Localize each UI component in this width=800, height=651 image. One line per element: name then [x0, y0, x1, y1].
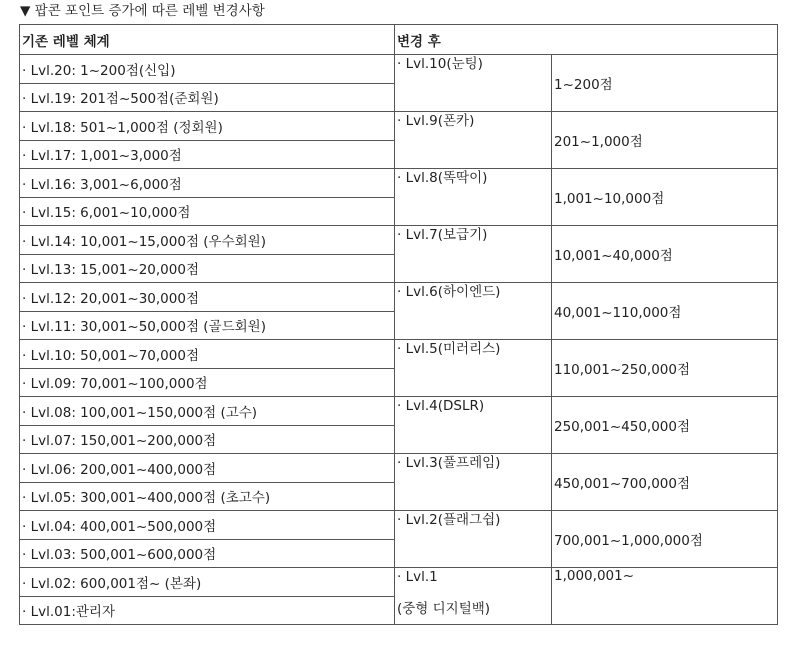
new-level-name: · Lvl.6(하이엔드) [397, 284, 501, 300]
new-level-name-cell [395, 226, 552, 283]
old-level-cell: · Lvl.09: 70,001~100,000점 [20, 368, 395, 397]
table-row [20, 511, 778, 540]
new-level-name-sub: (중형 디지털백) [397, 601, 491, 617]
old-level-cell: · Lvl.16: 3,001~6,000점 [20, 169, 395, 198]
new-level-range-cell: 1~200점 [552, 55, 778, 112]
new-level-name-cell [395, 340, 552, 397]
old-level-cell: · Lvl.01:관리자 [20, 596, 395, 625]
new-level-name: · Lvl.2(플래그쉽) [397, 512, 501, 528]
old-level-cell: · Lvl.03: 500,001~600,000점 [20, 539, 395, 568]
new-level-name: · Lvl.1 [397, 569, 438, 585]
column-header-before: 기존 레벨 체계 [20, 25, 395, 55]
new-level-range-cell: 40,001~110,000점 [552, 283, 778, 340]
new-level-range-cell: 10,001~40,000점 [552, 226, 778, 283]
old-level-cell: · Lvl.06: 200,001~400,000점 [20, 454, 395, 483]
section-heading: ▼ 팝콘 포인트 증가에 따른 레벨 변경사항 [20, 3, 265, 19]
old-level-cell: · Lvl.14: 10,001~15,000점 (우수회원) [20, 226, 395, 255]
column-header-after: 변경 후 [395, 25, 778, 55]
old-level-cell: · Lvl.08: 100,001~150,000점 (고수) [20, 397, 395, 426]
old-level-cell: · Lvl.05: 300,001~400,000점 (초고수) [20, 482, 395, 511]
new-level-name: · Lvl.8(똑딱이) [397, 170, 488, 186]
new-level-range-cell: 1,000,001~ [552, 568, 778, 625]
old-level-cell: · Lvl.11: 30,001~50,000점 (골드회원) [20, 311, 395, 340]
new-level-range-cell: 250,001~450,000점 [552, 397, 778, 454]
table-row [20, 454, 778, 483]
old-level-cell: · Lvl.15: 6,001~10,000점 [20, 197, 395, 226]
table-header-row [20, 25, 778, 55]
table-row [20, 283, 778, 312]
table-row [20, 55, 778, 84]
table-row [20, 112, 778, 141]
old-level-cell: · Lvl.12: 20,001~30,000점 [20, 283, 395, 312]
old-level-cell: · Lvl.13: 15,001~20,000점 [20, 254, 395, 283]
table-row [20, 169, 778, 198]
level-table-body [20, 25, 778, 625]
table-row [20, 340, 778, 369]
old-level-cell: · Lvl.07: 150,001~200,000점 [20, 425, 395, 454]
table-row [20, 226, 778, 255]
new-level-range-cell: 450,001~700,000점 [552, 454, 778, 511]
new-level-range-cell: 110,001~250,000점 [552, 340, 778, 397]
new-level-name: · Lvl.4(DSLR) [397, 398, 485, 414]
table-row [20, 568, 778, 597]
new-level-name-cell [395, 397, 552, 454]
old-level-cell: · Lvl.02: 600,001점~ (본좌) [20, 568, 395, 597]
new-level-name-cell [395, 55, 552, 112]
table-row [20, 397, 778, 426]
new-level-name-cell [395, 454, 552, 511]
old-level-cell: · Lvl.20: 1~200점(신입) [20, 55, 395, 84]
new-level-range-cell: 1,001~10,000점 [552, 169, 778, 226]
new-level-name: · Lvl.5(미러리스) [397, 341, 501, 357]
old-level-cell: · Lvl.10: 50,001~70,000점 [20, 340, 395, 369]
old-level-cell: · Lvl.19: 201점~500점(준회원) [20, 83, 395, 112]
level-change-table [19, 24, 778, 625]
new-level-range-cell: 700,001~1,000,000점 [552, 511, 778, 568]
new-level-name: · Lvl.10(눈팅) [397, 56, 483, 72]
new-level-name-cell [395, 568, 552, 625]
old-level-cell: · Lvl.18: 501~1,000점 (정회원) [20, 112, 395, 141]
new-level-name-cell [395, 283, 552, 340]
new-level-name: · Lvl.9(폰카) [397, 113, 475, 129]
new-level-name-cell [395, 112, 552, 169]
new-level-name-cell [395, 511, 552, 568]
new-level-name: · Lvl.7(보급기) [397, 227, 488, 243]
old-level-cell: · Lvl.17: 1,001~3,000점 [20, 140, 395, 169]
new-level-range-cell: 201~1,000점 [552, 112, 778, 169]
new-level-name: · Lvl.3(풀프레임) [397, 455, 501, 471]
new-level-name-cell [395, 169, 552, 226]
old-level-cell: · Lvl.04: 400,001~500,000점 [20, 511, 395, 540]
